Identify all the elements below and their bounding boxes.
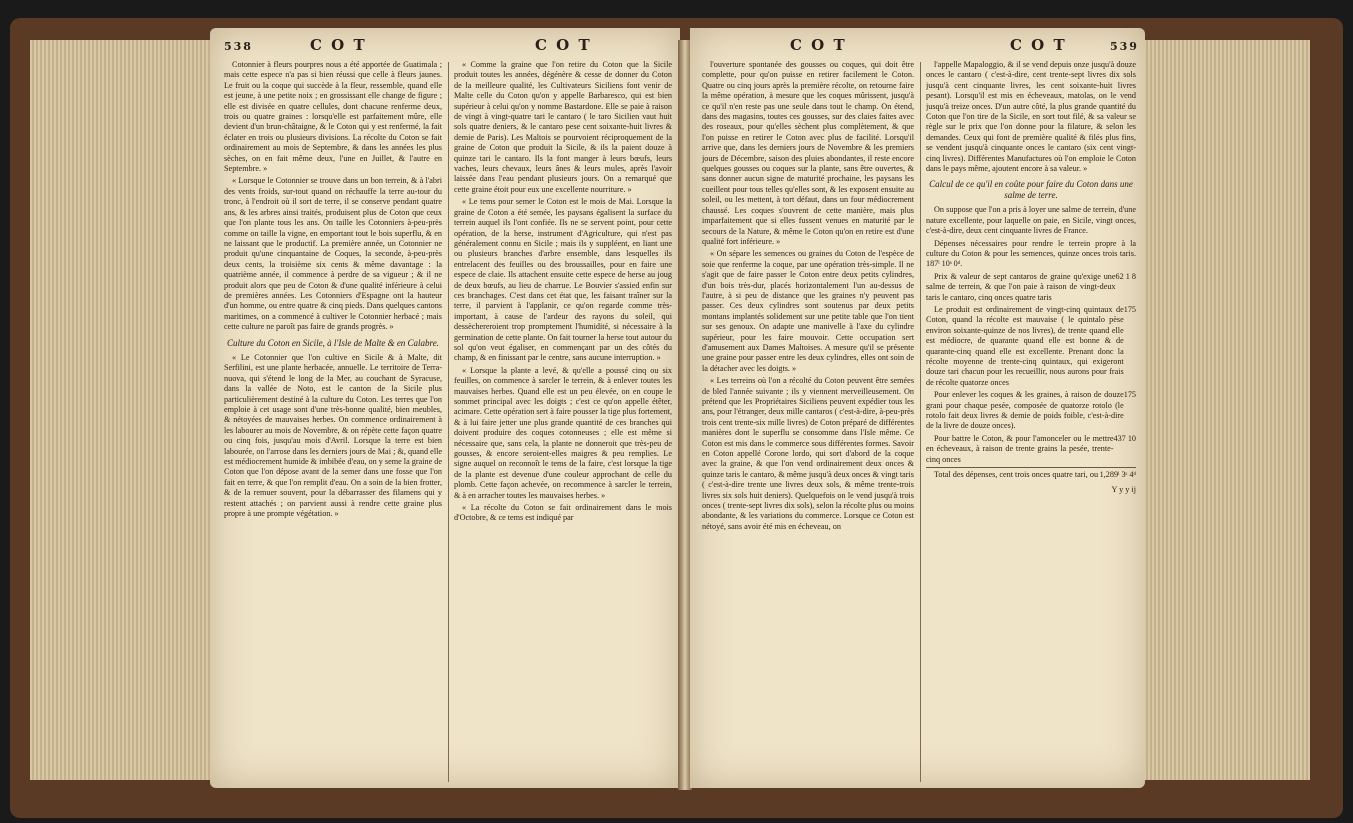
cost-label: Pour enlever les coques & les graines, à raison de douze grani pour chaque pesée, composée de quatorze rotolo (le rotolo fait deux livres & demie de poids foible, c'est-à-dire de la livre de douze onces). — [926, 390, 1124, 431]
cost-label: Pour battre le Coton, & pour l'amonceler ou le mettre en écheveaux, à raison de trente grains la pesée, trente-cinq onces — [926, 433, 1114, 464]
total-amount: 1,289ˡ 3ˢ 4ᵈ — [1099, 470, 1136, 480]
right-column-2 — [926, 60, 1136, 780]
running-head-2: C O T — [535, 36, 592, 54]
cost-total-row — [926, 467, 1136, 482]
cost-amount: 175 — [1123, 304, 1136, 314]
paragraph: « Le tems pour semer le Coton est le mois de Mai. Lorsque la graine de Coton a été semée, les paysans égalisent la surface du terrein auquel ils l'ont confiée. Ils ne se servent point, pour cette opération, de la herse, instrument d'Agriculture, qui n'est pas généralement connu en Sicile ; mais ils y suppléent, en liant une ou plusieurs branches d'arbre ensemble, dans lesquelles ils entrelacent des feuilles ou des broussailles, pour en faire une espece de claie. Ils attachent ensuite cette espece de herse au joug de deux bœufs, au lieu de charrue. Le Bouvier s'assied enfin sur ces branchages. C'est dans cet état que, les faisant traîner sur la terre, il parvient à l'applanir, ce qu'on regarde comme très-important, à cause de l'ardeur des rayons du soleil, qui dessèchereroient trop promptement l'humidité, si nécessaire à la germination de cette plante. On fait tourner la herse tout autour du sol qu'on veut égaliser, en commençant par un des côtés du champ, & en finissant par le centre, sans aucune interruption. » — [454, 197, 672, 363]
right-page-edges — [1140, 40, 1310, 780]
paragraph: l'ouverture spontanée des gousses ou coques, qui doit être complette, pour qu'on puisse en retirer facilement le Coton. Quatre ou cinq jours après la première récolte, on retourne faire la même opération, à mesure que les coques mûrissent, jusqu'à ce qu'il n'en reste pas une seule dans tout le champ. On étend, dans des magasins, toutes ces gousses, sur des claies faites avec des roseaux, pour qu'elles sèchent plus complètement, & que l'on puisse en retirer le Coton avec plus de facilité. Lorsqu'il arrive que, dans les derniers jours de Novembre & les premiers jours de Décembre, saison des pluies abondantes, il reste encore quelques gousses ou coques sur la plante, sans être ouvertes, & sans donner aucun signe de maturité prochaine, les paysans les cueillent pour tous telles qu'elles sont, & les exposent ensuite au soleil, ou les mettent, à tort défaut, dans un four médiocrement chaussé. Les coques s'ouvrent de cette manière, mais plus imparfaitement que si elles fussent venues en maturité par le secours de la Nature, & même le Coton qu'on en retire est d'une qualité fort inférieure. » — [702, 60, 914, 246]
cost-amount: 175 — [1123, 390, 1136, 400]
running-head: C O T — [310, 36, 367, 54]
paragraph: « Les terreins où l'on a récolté du Coton peuvent être semées de bled l'année suivante ; ils y viennent merveilleusement. On prétend que les Propriétaires Siciliens peuvent expédier tous les ans, pour l'étranger, deux mille cantaros ( c'est-à-dire, à-peu-près trois cent trente-six mille livres) de Coton préparé de différentes manières dont le superflu se consomme dans l'Isle même. Ce Coton est mis dans le commerce sous différentes formes. Savoir en Coton appellé Corone lordo, qui sort d'abord de la coque avec la graine, & que l'on vend ordinairement deux onces & quinze taris le cantaro, & même jusqu'à deux onces & vingt taris ( c'est-à-dire trente une livres deux sols, & même trente-trois livres six sols huit deniers). Quelquefois on le vend jusqu'à trois onces ( trente-sept livres dix sols), selon la récolte plus ou moins abondante, & les variations du commerce. Lorsque ce Coton est nétoyé, sans avoir été mis en écheveau, on — [702, 376, 914, 531]
right-column-1 — [702, 60, 914, 780]
left-page — [210, 28, 680, 788]
left-column-1 — [224, 60, 442, 780]
cost-label: Prix & valeur de sept cantaros de graine qu'exige une salme de terrein, & que l'on paie à raison de vingt-deux taris le cantaro, cinq onces quatre taris — [926, 271, 1116, 302]
paragraph: « Comme la graine que l'on retire du Coton que la Sicile produit toutes les années, dégénère & cesse de donner du Coton de la meilleure qualité, les Cultivateurs Siciliens font venir de Malte celle du Coton qu'on y appelle Barbaresco, qui est bien supérieur à celui qu'on y nomme Bastardone. Elle se paie à raison de vingt à vingt-quatre tari le cantaro ( le taro Sicilien vaut huit sols quatre deniers, & le cantaro pese cent soixante-huit livres & demie de Paris). Les Maltois se pourvoient réciproquement de la graine de Coton que produit la Sicile, & ils la paient douze à quinze tari le cantaro. Ils la font manger à leurs bœufs, leurs vaches, leurs chevaux, leurs ânes & leurs mules, après l'avoir laissée dans l'eau pendant plusieurs jours. On a remarqué que cette graine étoit pour eux une excellente nourriture. » — [454, 60, 672, 194]
paragraph: « La récolte du Coton se fait ordinairement dans le mois d'Octobre, & ce tems est indiqué par — [454, 503, 672, 523]
column-rule — [448, 62, 449, 782]
paragraph: « On sépare les semences ou graines du Coton de l'espèce de soie que renferme la coque, par une opération très-simple. Il ne s'agit que de faire passer le Coton entre deux petits cylindres, d'un bois très-dur, placés horizontalement l'un au-dessus de l'autre, à si peu de distance que les graines n'y peuvent pas passer. Ces deux cylindres sont soutenus par deux petits montans implantés solidement sur une petite table que l'on tient sur ses genoux. On adapte une manivelle à l'axe du cylindre supérieur, pour les faire mouvoir. Cette occupation sert d'amusement aux Dames Maltoises. A mesure qu'il se présente une graine pour passer entre les deux cylindres, elles ont soin de la détacher avec les doigts. » — [702, 249, 914, 373]
cost-row — [926, 305, 1136, 390]
paragraph: « Lorsque le Cotonnier se trouve dans un bon terrein, & à l'abri des vents froids, sur-tout quand on réchauffe la terre au-tour du tronc, à l'endroit où il sort de terre, il se conserve pendant quatre ans, & les arbres ainsi traités, produisent plus de Coton que ceux que l'on plante tous les ans. On taille les Cotonniers à-peu-près comme on taille la vigne, en emportant tout le bois superflu, & en ne laissant que le productif. La première année, un Cotonnier ne produit qu'une cinquantaine de Coques, la seconde, à-peu-près deux cents, la troisième six cents & même davantage : la quatrième année, il commence à perdre de sa vigueur ; & il ne produit alors que peu de Coton & d'une qualité inférieure à celui de premières années. Les Cotonniers d'Espagne ont la hauteur d'un homme, ou entre quatre & cinq pieds. Dans quelques cantons maritimes, on a commencé à cultiver le Cotonnier herbacé ; mais cette culture ne paroît pas faire de grands progrès. » — [224, 176, 442, 332]
running-head-2: C O T — [1010, 36, 1067, 54]
section-heading: Calcul de ce qu'il en coûte pour faire du Coton dans une salme de terre. — [929, 179, 1133, 200]
cost-table — [926, 272, 1136, 483]
cost-amount: 62 1 8 — [1115, 271, 1136, 281]
cost-amount: 437 10 — [1113, 433, 1136, 443]
left-page-edges — [30, 40, 220, 780]
paragraph: Dépenses nécessaires pour rendre le terrein propre à la culture du Coton & pour les semences, quinze onces trois taris. 187ˡ 10ˢ 0ᵈ. — [926, 238, 1136, 269]
cost-row — [926, 390, 1136, 434]
paragraph: On suppose que l'on a pris à loyer une salme de terrein, d'une nature excellente, pour laquelle on paie, en Sicile, vingt onces, c'est-à-dire, deux cent cinquante livres de France. — [926, 205, 1136, 236]
cost-row — [926, 434, 1136, 467]
right-page — [690, 28, 1145, 788]
paragraph: l'appelle Mapaloggio, & il se vend depuis onze jusqu'à douze onces le cantaro ( c'est-à-dire, cent trente-sept livres dix sols jusqu'à cent cinquante livres, les cent soixante-huit livres pesant). Lorsqu'il est mis en écheveaux, matolas, on le vend jusqu'à treize onces. D'un autre côté, la plus grande quantité du Coton que l'on tire de la Sicile, en sort tout filé, & sa valeur se règle sur le prix que l'on donne pour la filature, & selon les demandes. Ceux qui font de première qualité & filés plus fins, se vendent jusqu'à cinquante onces le cantaro (six cent vingt-cinq livres). Différentes Manufactures où l'on emploie le Coton dans le pays même, ajoutent encore à sa valeur. » — [926, 60, 1136, 174]
cost-label: Le produit est ordinairement de vingt-cinq quintaux de Coton, quand la récolte est mauvaise ( le quintalo pèse environ soixante-quinze de nos livres), de trente quand elle est médiocre, de quarante quand elle est bonne & de quarante-cinq quand elle est excellente. Prenant donc la récolte moyenne de trente-cinq quintaux, qui exigeront douze tari chacun pour les recueillir, nous aurons pour frais de récolte quatorze onces — [926, 304, 1124, 387]
page-number: 539 — [1110, 40, 1139, 53]
section-heading: Culture du Coton en Sicile, à l'Isle de Malte & en Calabre. — [227, 337, 439, 348]
paragraph: « Lorsque la plante a levé, & qu'elle a poussé cinq ou six feuilles, on commence à sarcler le terrein, & à enlever toutes les mauvaises herbes. Quand elle est un peu élevée, on en coupe le sommet principal avec les doigts ; c'est ce qu'on appelle étêter, acimare. Cette opération sert à faire pousser la tige plus fortement, & à lui faire jetter une plus grande quantité de ces branches qui doivent produire des coques cotonneuses ; elle est même si nécessaire que, sans cela, la plante ne donneroit que très-peu de gousses, & encore seroient-elles maigres & peu remplies. Le signe auquel on reconnoît le tems de la faire, c'est lorsque la tige de la plante est devenue d'une couleur approchant de celle du plomb. Cette façon achevée, on recommence à sarcler le terrein, & à en arracher toutes les mauvaises herbes. » — [454, 365, 672, 500]
column-rule — [920, 62, 921, 782]
running-head: C O T — [790, 36, 847, 54]
page-number: 538 — [224, 40, 253, 53]
signature-mark: Y y y ij — [1111, 485, 1136, 495]
paragraph: « Le Cotonnier que l'on cultive en Sicile & à Malte, dit Serfilini, est une plante herbacée, annuelle. Le territoire de Terra-nuova, qui s'étend le long de la Mer, au couchant de Syracuse, dans la vallée de Noto, est le canton de la Sicile plus particulièrement destiné à la culture du Coton. Les terres que l'on emploie à cet usage sont d'une très-bonne qualité, bien meubles, & nétoyées de mauvaises herbes. On commence ordinairement à les labourer au mois de Novembre, & on répète cette façon quatre ou cinq fois, jusqu'au mois d'Avril. Lorsque la terre est bien labourée, on l'arrose dans les derniers jours de Mai ; &, quand elle est médiocrement humide & imbibée d'eau, on y seme la graine de Coton que l'on dépose avant de la semer dans une fosse que l'on fait en terre, & que l'on remplit d'eau. On a soin de la bien frotter, & de la remuer souvent, pour la débarrasser des filamens qui y restent attachés ; on parvient aussi à rendre cette graine plus propre à une prompte végétation. » — [224, 352, 442, 519]
total-label: Total des dépenses, cent trois onces quatre tari, ou — [934, 470, 1099, 480]
paragraph: Cotonnier à fleurs pourpres nous a été apportée de Guatimala ; mais cette espece n'a pas si bien réussi que celle à fleurs jaunes. Le fruit ou la coque qui succède à la fleur, ressemble, quand elle est jeune, à une petite noix ; en grossissant elle change de figure ; elle est divisée en quatre cellules, dont chacune renferme deux, trois ou quatre graines : lorsqu'elle est parfaitement mûre, elle devient d'un brun-châtaigne, & le Coton qui y est renfermé, la fait éclater en trois ou plusieurs divisions. La récolte du Coton se fait ordinairement au mois de Septembre, & dans les années les plus sèches, on en fait même deux, l'une en Juillet, & l'autre en Septembre. » — [224, 60, 442, 174]
left-column-2 — [454, 60, 672, 780]
cost-row — [926, 272, 1136, 305]
